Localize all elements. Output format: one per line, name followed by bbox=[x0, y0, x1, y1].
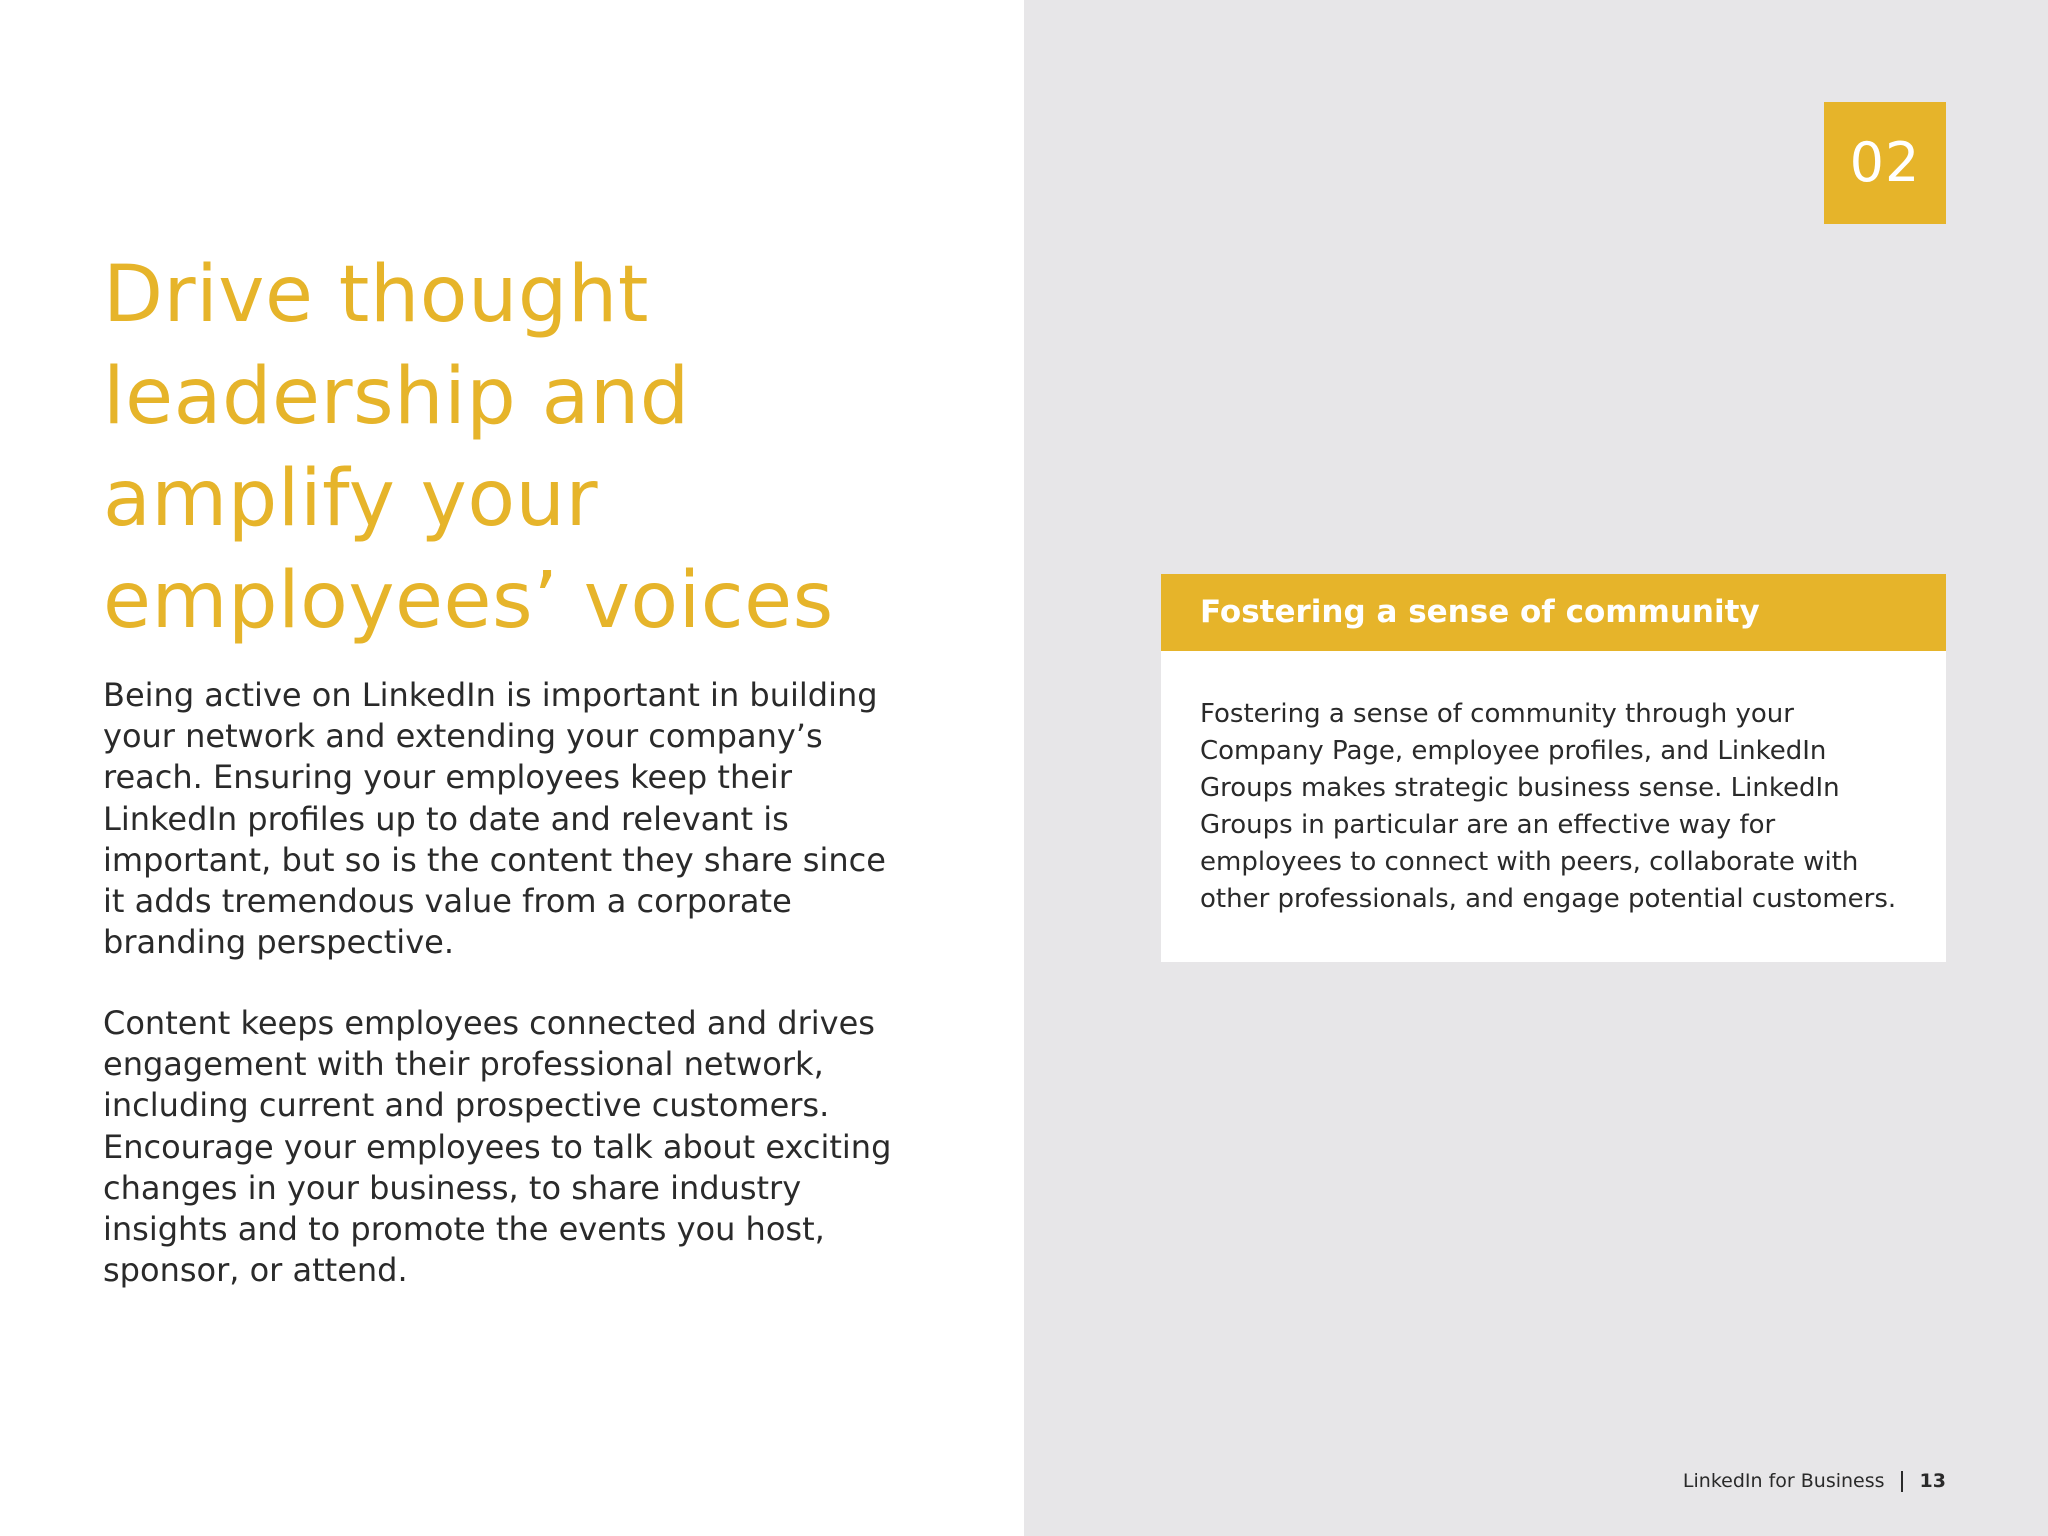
body-paragraph-1 bbox=[103, 675, 903, 963]
page-footer bbox=[1683, 1466, 1946, 1496]
callout-body bbox=[1200, 696, 1930, 918]
body-line: insights and to promote the events you host, bbox=[103, 1210, 825, 1249]
body-line: Being active on LinkedIn is important in building bbox=[103, 676, 878, 714]
page-title-line: amplify your bbox=[103, 454, 599, 544]
callout-line: Company Page, employee profiles, and LinkedIn bbox=[1200, 736, 1827, 766]
body-line: important, but so is the content they share since bbox=[103, 840, 886, 879]
callout-header bbox=[1161, 574, 1946, 651]
body-line: Encourage your employees to talk about exciting bbox=[103, 1127, 892, 1166]
callout-line: Groups makes strategic business sense. LinkedIn bbox=[1200, 773, 1840, 803]
body-paragraph-2 bbox=[103, 1003, 903, 1291]
callout-line: other professionals, and engage potential customers. bbox=[1200, 884, 1897, 914]
body-line: it adds tremendous value from a corporate bbox=[103, 882, 792, 921]
section-number: 02 bbox=[1849, 131, 1921, 194]
body-line: your network and extending your company’s bbox=[103, 717, 823, 756]
body-line: changes in your business, to share industry bbox=[103, 1168, 802, 1207]
footer-divider bbox=[1901, 1471, 1903, 1492]
page-number: 13 bbox=[1919, 1469, 1946, 1492]
section-number-badge bbox=[1824, 102, 1946, 224]
body-line: including current and prospective customers. bbox=[103, 1086, 830, 1125]
page-title-line: employees’ voices bbox=[103, 556, 834, 646]
callout-line: employees to connect with peers, collaborate with bbox=[1200, 847, 1859, 877]
page-title-line: Drive thought bbox=[103, 250, 649, 340]
body-line: engagement with their professional network, bbox=[103, 1045, 824, 1084]
callout-line: Groups in particular are an effective way for bbox=[1200, 810, 1776, 840]
body-line: reach. Ensuring your employees keep their bbox=[103, 758, 792, 797]
callout-title: Fostering a sense of community bbox=[1200, 594, 1760, 630]
page-title-line: leadership and bbox=[103, 352, 690, 442]
body-line: LinkedIn profiles up to date and relevant is bbox=[103, 799, 789, 838]
body-line: sponsor, or attend. bbox=[103, 1251, 408, 1290]
body-line: Content keeps employees connected and drives bbox=[103, 1004, 875, 1042]
body-line: branding perspective. bbox=[103, 923, 454, 962]
page-title bbox=[103, 244, 923, 652]
callout-box bbox=[1161, 574, 1946, 962]
callout-line: Fostering a sense of community through your bbox=[1200, 699, 1794, 729]
footer-brand: LinkedIn for Business bbox=[1682, 1469, 1885, 1492]
